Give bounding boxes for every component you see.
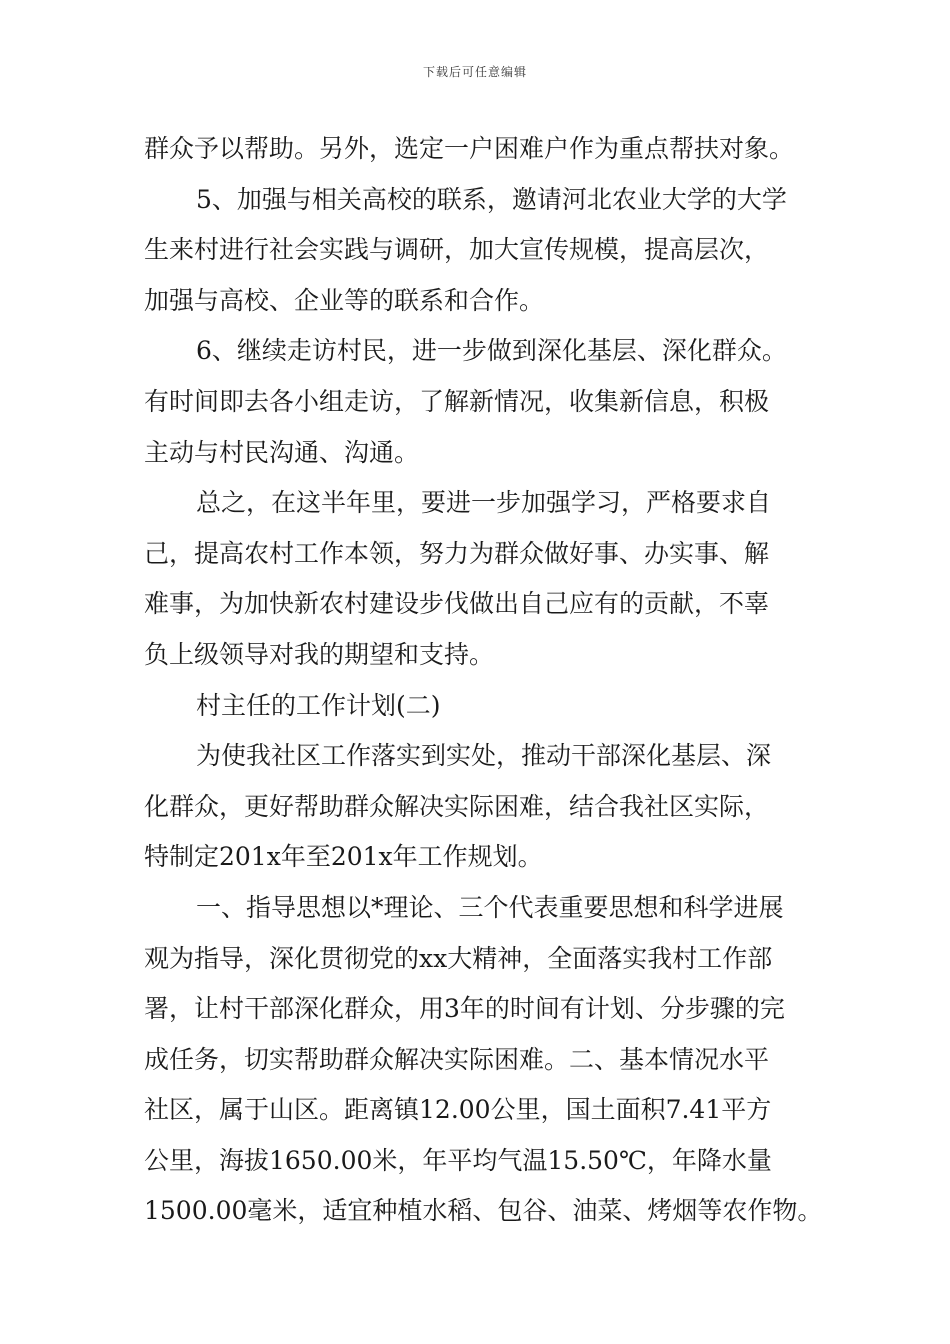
text-line: 群众予以帮助。另外，选定一户困难户作为重点帮扶对象。 [144, 134, 795, 163]
page-header: 下载后可任意编辑 [422, 65, 527, 79]
text-line: 社区，属于山区。距离镇12.00公里，国土面积7.41平方 [144, 1095, 772, 1125]
text-line: 总之，在这半年里，要进一步加强学习，严格要求自 [196, 488, 772, 518]
text-line: 观为指导，深化贯彻党的xx大精神，全面落实我村工作部 [144, 943, 773, 973]
text-line: 5、加强与相关高校的联系，邀请河北农业大学的大学 [196, 184, 787, 214]
text-line: 1500.00毫米，适宜种植水稻、包谷、油菜、烤烟等农作物。 [144, 1196, 823, 1226]
text-line: 主动与村民沟通、沟通。 [144, 437, 420, 467]
text-line: 生来村进行社会实践与调研，加大宣传规模，提高层次， [144, 235, 770, 265]
text-line: 难事，为加快新农村建设步伐做出自己应有的贡献，不辜 [144, 589, 770, 619]
section-heading: 村主任的工作计划(二) [196, 690, 441, 720]
text-line: 成任务，切实帮助群众解决实际困难。二、基本情况水平 [144, 1044, 770, 1074]
text-line: 为使我社区工作落实到实处，推动干部深化基层、深 [196, 741, 772, 771]
text-line: 负上级领导对我的期望和支持。 [144, 639, 495, 669]
text-line: 署，让村干部深化群众，用3年的时间有计划、分步骤的完 [144, 994, 785, 1024]
text-line: 己，提高农村工作本领，努力为群众做好事、办实事、解 [144, 538, 770, 568]
text-line: 6、继续走访村民，进一步做到深化基层、深化群众。 [196, 336, 787, 366]
text-line: 加强与高校、企业等的联系和合作。 [144, 285, 545, 315]
document-body [144, 124, 834, 1237]
text-line: 一、指导思想以*理论、三个代表重要思想和科学进展 [196, 892, 784, 922]
text-line: 有时间即去各小组走访，了解新情况，收集新信息，积极 [144, 386, 770, 416]
text-line: 化群众，更好帮助群众解决实际困难，结合我社区实际， [144, 791, 770, 821]
text-line: 特制定201x年至201x年工作规划。 [144, 842, 543, 872]
text-line: 公里，海拔1650.00米，年平均气温15.50℃，年降水量 [144, 1145, 772, 1175]
